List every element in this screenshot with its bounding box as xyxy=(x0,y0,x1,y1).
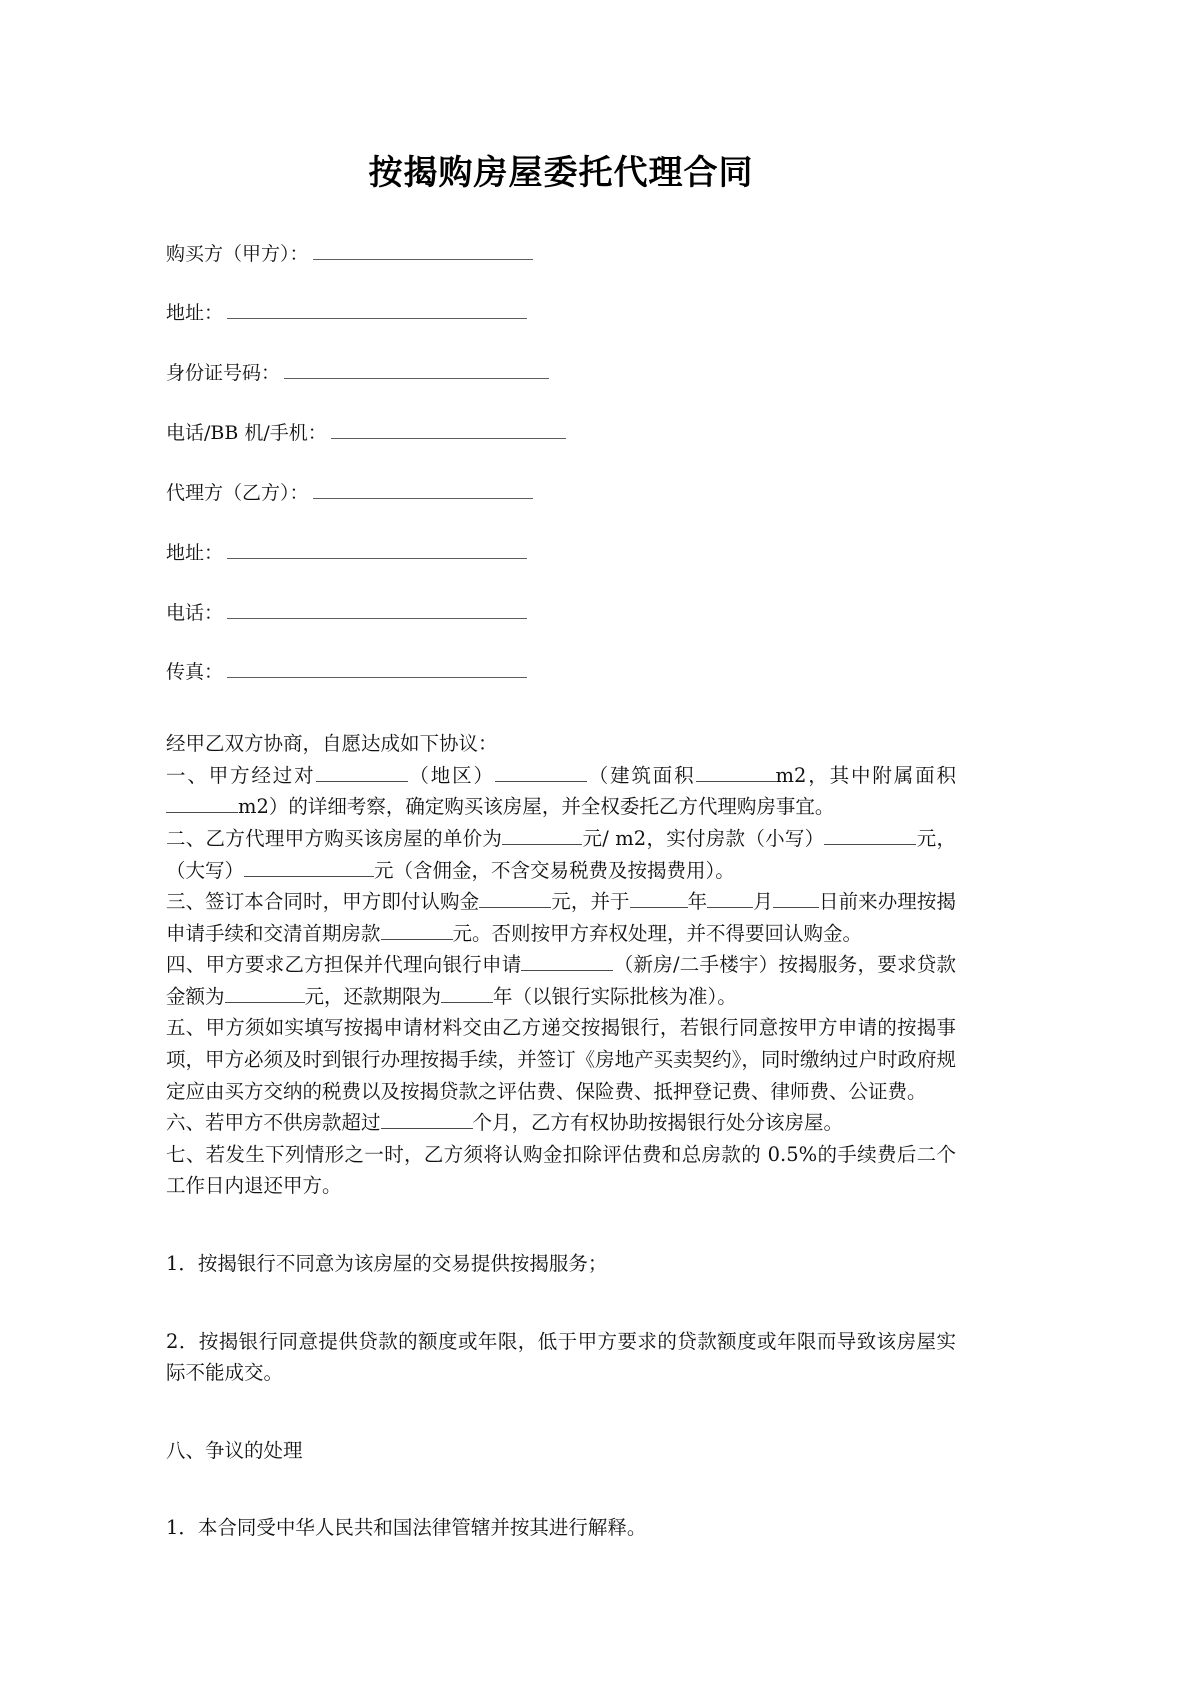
form-row-agent-phone xyxy=(166,600,956,625)
clause-7-item-1: 1．按揭银行不同意为该房屋的交易提供按揭服务； xyxy=(166,1251,608,1275)
input-clause2-amount-words[interactable] xyxy=(244,857,374,877)
label-agent-fax: 传真： xyxy=(166,661,224,684)
label-agent-phone: 电话： xyxy=(166,601,224,624)
clause-2-part-b: 元/ m2，实付房款（小写） xyxy=(582,826,825,850)
clause-4-part-b: （新房/二手楼宇）按揭服务，要求贷款金额为 xyxy=(166,953,956,1008)
input-clause3-deposit[interactable] xyxy=(479,889,551,909)
form-row-agent-fax xyxy=(166,659,956,684)
input-agent-fax[interactable] xyxy=(227,659,527,678)
clause-5: 五、甲方须如实填写按揭申请材料交由乙方递交按揭银行，若银行同意按甲方申请的按揭事项，甲方必须及时到银行办理按揭手续，并签订《房地产买卖契约》，同时缴纳过户时政府规定应由买方交纳的税费以及按揭贷款之评估费、保险费、抵押登记费、律师费、公证费。 xyxy=(166,1016,956,1103)
form-row-buyer xyxy=(166,241,956,266)
input-clause3-down-payment[interactable] xyxy=(381,920,453,940)
form-row-agent-address xyxy=(166,540,956,565)
label-phone-pager-mobile: 电话/BB 机/手机： xyxy=(166,422,327,445)
input-clause1-ancillary-area[interactable] xyxy=(166,794,238,814)
clause-8-item-1: 1．本合同受中华人民共和国法律管辖并按其进行解释。 xyxy=(166,1516,647,1540)
label-id-number: 身份证号码： xyxy=(166,362,281,385)
input-clause3-month[interactable] xyxy=(707,889,753,909)
clause-3-part-b: 元，并于 xyxy=(551,890,630,914)
form-row-id-number xyxy=(166,360,956,385)
label-agent-address: 地址： xyxy=(166,541,224,564)
input-id-number[interactable] xyxy=(284,360,549,379)
input-buyer-address[interactable] xyxy=(227,300,527,319)
clause-4-part-c: 元，还款期限为 xyxy=(304,984,442,1008)
clause-1-part-d: m2，其中附属面积 xyxy=(775,763,956,787)
clause-3-part-d: 月 xyxy=(753,890,773,914)
page-title: 按揭购房屋委托代理合同 xyxy=(368,153,754,193)
clause-6-part-a: 六、若甲方不供房款超过 xyxy=(166,1111,381,1135)
label-agent: 代理方（乙方）： xyxy=(166,481,309,504)
input-agent-address[interactable] xyxy=(227,540,527,559)
document-content xyxy=(166,0,956,1544)
input-clause1-gross-area[interactable] xyxy=(696,762,776,782)
clause-3-part-f: 元。否则按甲方弃权处理，并不得要回认购金。 xyxy=(452,921,863,945)
input-clause3-day[interactable] xyxy=(773,889,819,909)
input-clause4-property-type[interactable] xyxy=(521,952,613,972)
input-clause3-year[interactable] xyxy=(630,889,688,909)
clause-6-part-b: 个月，乙方有权协助按揭银行处分该房屋。 xyxy=(472,1111,844,1135)
clause-1-part-e: m2）的详细考察，确定购买该房屋，并全权委托乙方代理购房事宜。 xyxy=(238,795,835,819)
form-row-buyer-address xyxy=(166,300,956,325)
party-information-form xyxy=(166,241,956,685)
form-row-agent xyxy=(166,480,956,505)
input-clause2-amount-digits[interactable] xyxy=(824,825,916,845)
clause-8-heading: 八、争议的处理 xyxy=(166,1438,303,1462)
clause-2 xyxy=(166,823,956,886)
clause-2-part-a: 二、乙方代理甲方购买该房屋的单价为 xyxy=(166,826,503,850)
input-clause1-region[interactable] xyxy=(316,762,408,782)
clause-1 xyxy=(166,760,956,823)
clause-6 xyxy=(166,1107,956,1139)
clause-3-part-c: 年 xyxy=(687,890,708,914)
clause-4-part-a: 四、甲方要求乙方担保并代理向银行申请 xyxy=(166,953,522,977)
input-clause2-unit-price[interactable] xyxy=(502,825,582,845)
input-agent-phone[interactable] xyxy=(227,600,527,619)
clause-7-item-2: 2．按揭银行同意提供贷款的额度或年限，低于甲方要求的贷款额度或年限而导致该房屋实际不能成交。 xyxy=(166,1329,956,1385)
label-buyer: 购买方（甲方）： xyxy=(166,242,309,265)
input-agent[interactable] xyxy=(313,480,533,499)
preamble-text: 经甲乙双方协商，自愿达成如下协议： xyxy=(166,732,498,756)
clause-4 xyxy=(166,949,956,1012)
clause-3-part-a: 三、签订本合同时，甲方即付认购金 xyxy=(166,890,480,914)
clause-3-part-e: 日前来办理按揭申请手续和交清首期房款 xyxy=(166,890,956,945)
clause-3 xyxy=(166,886,956,949)
label-buyer-address: 地址： xyxy=(166,302,224,325)
input-clause4-loan-term[interactable] xyxy=(441,983,493,1003)
input-phone-pager-mobile[interactable] xyxy=(331,420,566,439)
clause-2-part-c: 元，（大写） xyxy=(166,826,956,882)
form-row-phone-pager-mobile xyxy=(166,420,956,445)
input-clause4-loan-amount[interactable] xyxy=(225,983,305,1003)
input-clause1-property[interactable] xyxy=(495,762,587,782)
clause-1-part-b: （地区） xyxy=(407,763,495,787)
clause-2-part-d: 元（含佣金，不含交易税费及按揭费用）。 xyxy=(374,858,735,882)
clause-4-part-d: 年（以银行实际批核为准）。 xyxy=(493,984,737,1008)
agreement-body xyxy=(166,728,956,1544)
input-clause6-months[interactable] xyxy=(381,1110,473,1130)
clause-1-part-a: 一、甲方经过对 xyxy=(166,763,316,787)
input-buyer[interactable] xyxy=(313,241,533,260)
clause-7: 七、若发生下列情形之一时，乙方须将认购金扣除评估费和总房款的 0.5%的手续费后二个工作日内退还甲方。 xyxy=(166,1142,956,1198)
clause-1-part-c: （建筑面积 xyxy=(586,763,696,787)
